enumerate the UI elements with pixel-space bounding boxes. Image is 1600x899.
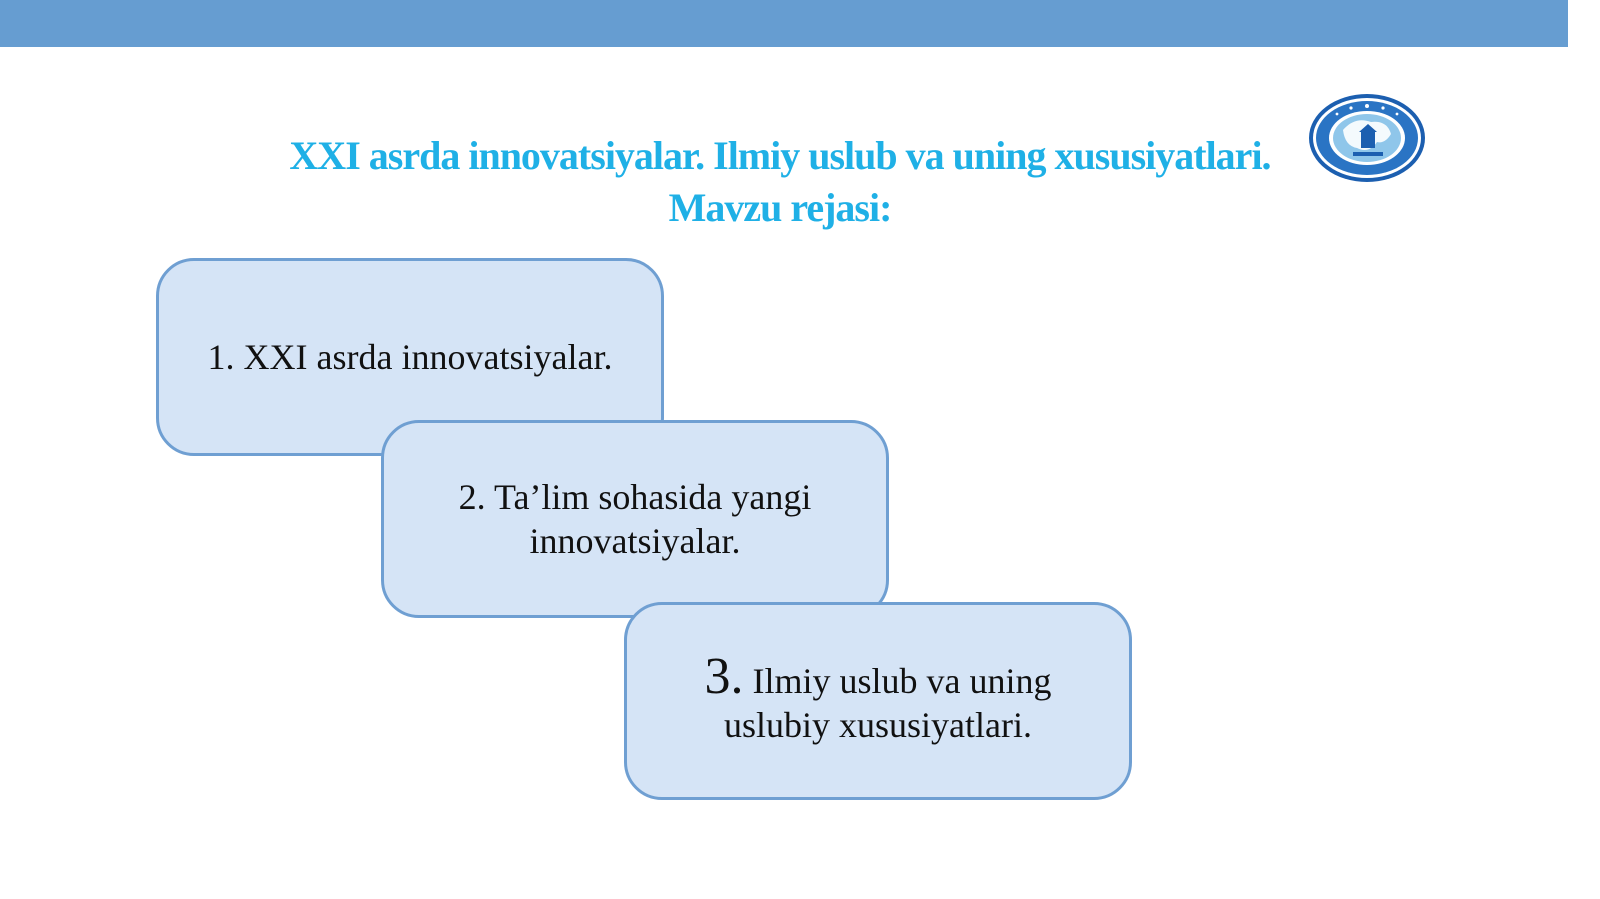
plan-item-3-text (655, 648, 1101, 747)
plan-item-3-label: Ilmiy uslub va uning uslubiy xususiyatlari. (724, 661, 1052, 745)
slide-title (250, 130, 1310, 234)
university-emblem-icon (1307, 92, 1427, 184)
plan-item-2-number: 2. (458, 477, 486, 517)
plan-item-2 (381, 420, 889, 618)
plan-item-2-label: Ta’lim sohasida yangi innovatsiyalar. (493, 477, 812, 561)
plan-item-2-text (412, 475, 858, 563)
plan-item-1-text (208, 335, 613, 379)
title-line-2: Mavzu rejasi: (668, 185, 892, 230)
title-line-1: XXI asrda innovatsiyalar. Ilmiy uslub va uning xususiyatlari. (289, 133, 1271, 178)
header-bar (0, 0, 1568, 47)
plan-item-3 (624, 602, 1132, 800)
plan-item-3-number: 3. (704, 648, 744, 705)
plan-item-1-label: XXI asrda innovatsiyalar. (243, 337, 613, 377)
plan-item-1-number: 1. (207, 337, 235, 377)
